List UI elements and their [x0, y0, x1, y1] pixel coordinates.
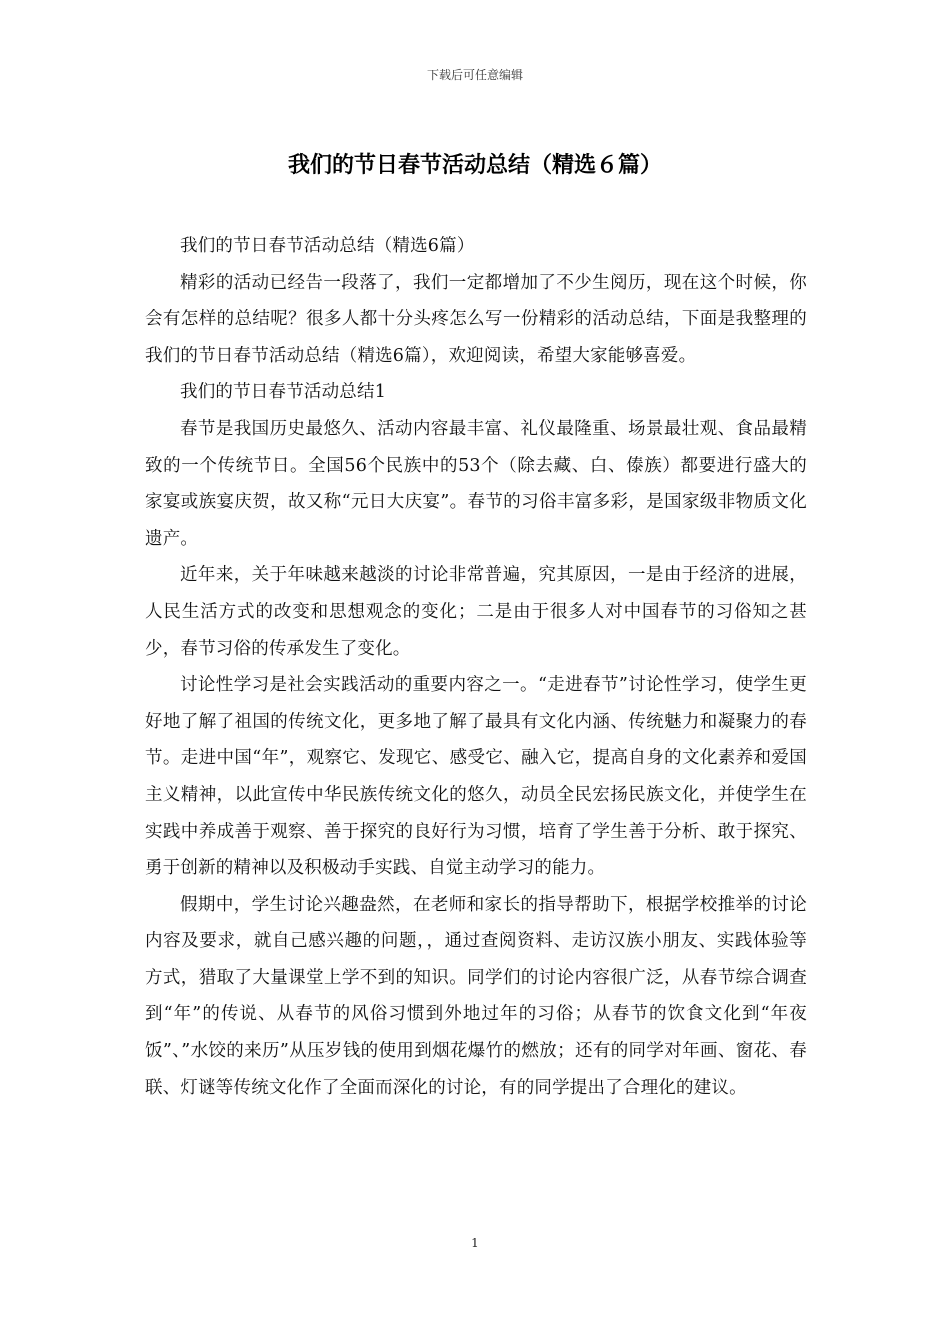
paragraph-research-study: 讨论性学习是社会实践活动的重要内容之一。“走进春节”讨论性学习，使学生更好地了解了祖国的传统文化，更多地了解了最具有文化内涵、传统魅力和凝聚力的春节。走进中国“年”，观察它、发现它、感受它、融入它，提高自身的文化素养和爱国主义精神，以此宣传中华民族传统文化的悠久，动员全民宏扬民族文化，并使学生在实践中养成善于观察、善于探究的良好行为习惯，培育了学生善于分析、敢于探究、勇于创新的精神以及积极动手实践、自觉主动学习的能力。 — [145, 675, 807, 879]
document-title: 我们的节日春节活动总结（精选６篇） — [287, 153, 662, 178]
page-number: 1 — [471, 1236, 479, 1250]
paragraph-holiday-research: 假期中，学生讨论兴趣盎然，在老师和家长的指导帮助下，根据学校推举的讨论内容及要求，就自己感兴趣的问题，，通过查阅资料、走访汉族小朋友、实践体验等方式，猎取了大量课堂上学不到的知识。同学们的讨论内容很广泛，从春节综合调查到“年”的传说、从春节的风俗习惯到外地过年的习俗；从春节的饮食文化到“年夜饭”、”水饺的来历”从压岁钱的使用到烟花爆竹的燃放；还有的同学对年画、窗花、春联、灯谜等传统文化作了全面而深化的讨论，有的同学提出了合理化的建议。 — [145, 894, 807, 1098]
paragraph-intro: 精彩的活动已经告一段落了，我们一定都增加了不少生阅历，现在这个时候，你会有怎样的总结呢？很多人都十分头疼怎么写一份精彩的活动总结，下面是我整理的我们的节日春节活动总结（精选6篇），欢迎阅读，希望大家能够喜爱。 — [145, 272, 807, 366]
section-heading-1: 我们的节日春节活动总结1 — [180, 382, 387, 403]
paragraph-spring-festival: 春节是我国历史最悠久、活动内容最丰富、礼仪最隆重、场景最壮观、食品最精致的一个传统节日。全国56个民族中的53个（除去藏、白、傣族）都要进行盛大的家宴或族宴庆贺，故又称“元日大庆宴”。春节的习俗丰富多彩，是国家级非物质文化遗产。 — [145, 418, 807, 549]
document-body — [145, 228, 807, 1106]
paragraph-subtitle: 我们的节日春节活动总结（精选6篇） — [180, 236, 475, 256]
header-note: 下载后可任意编辑 — [426, 68, 523, 82]
paragraph-recent-years: 近年来，关于年味越来越淡的讨论非常普遍，究其原因，一是由于经济的进展，人民生活方式的改变和思想观念的变化；二是由于很多人对中国春节的习俗知之甚少，春节习俗的传承发生了变化。 — [145, 565, 807, 659]
